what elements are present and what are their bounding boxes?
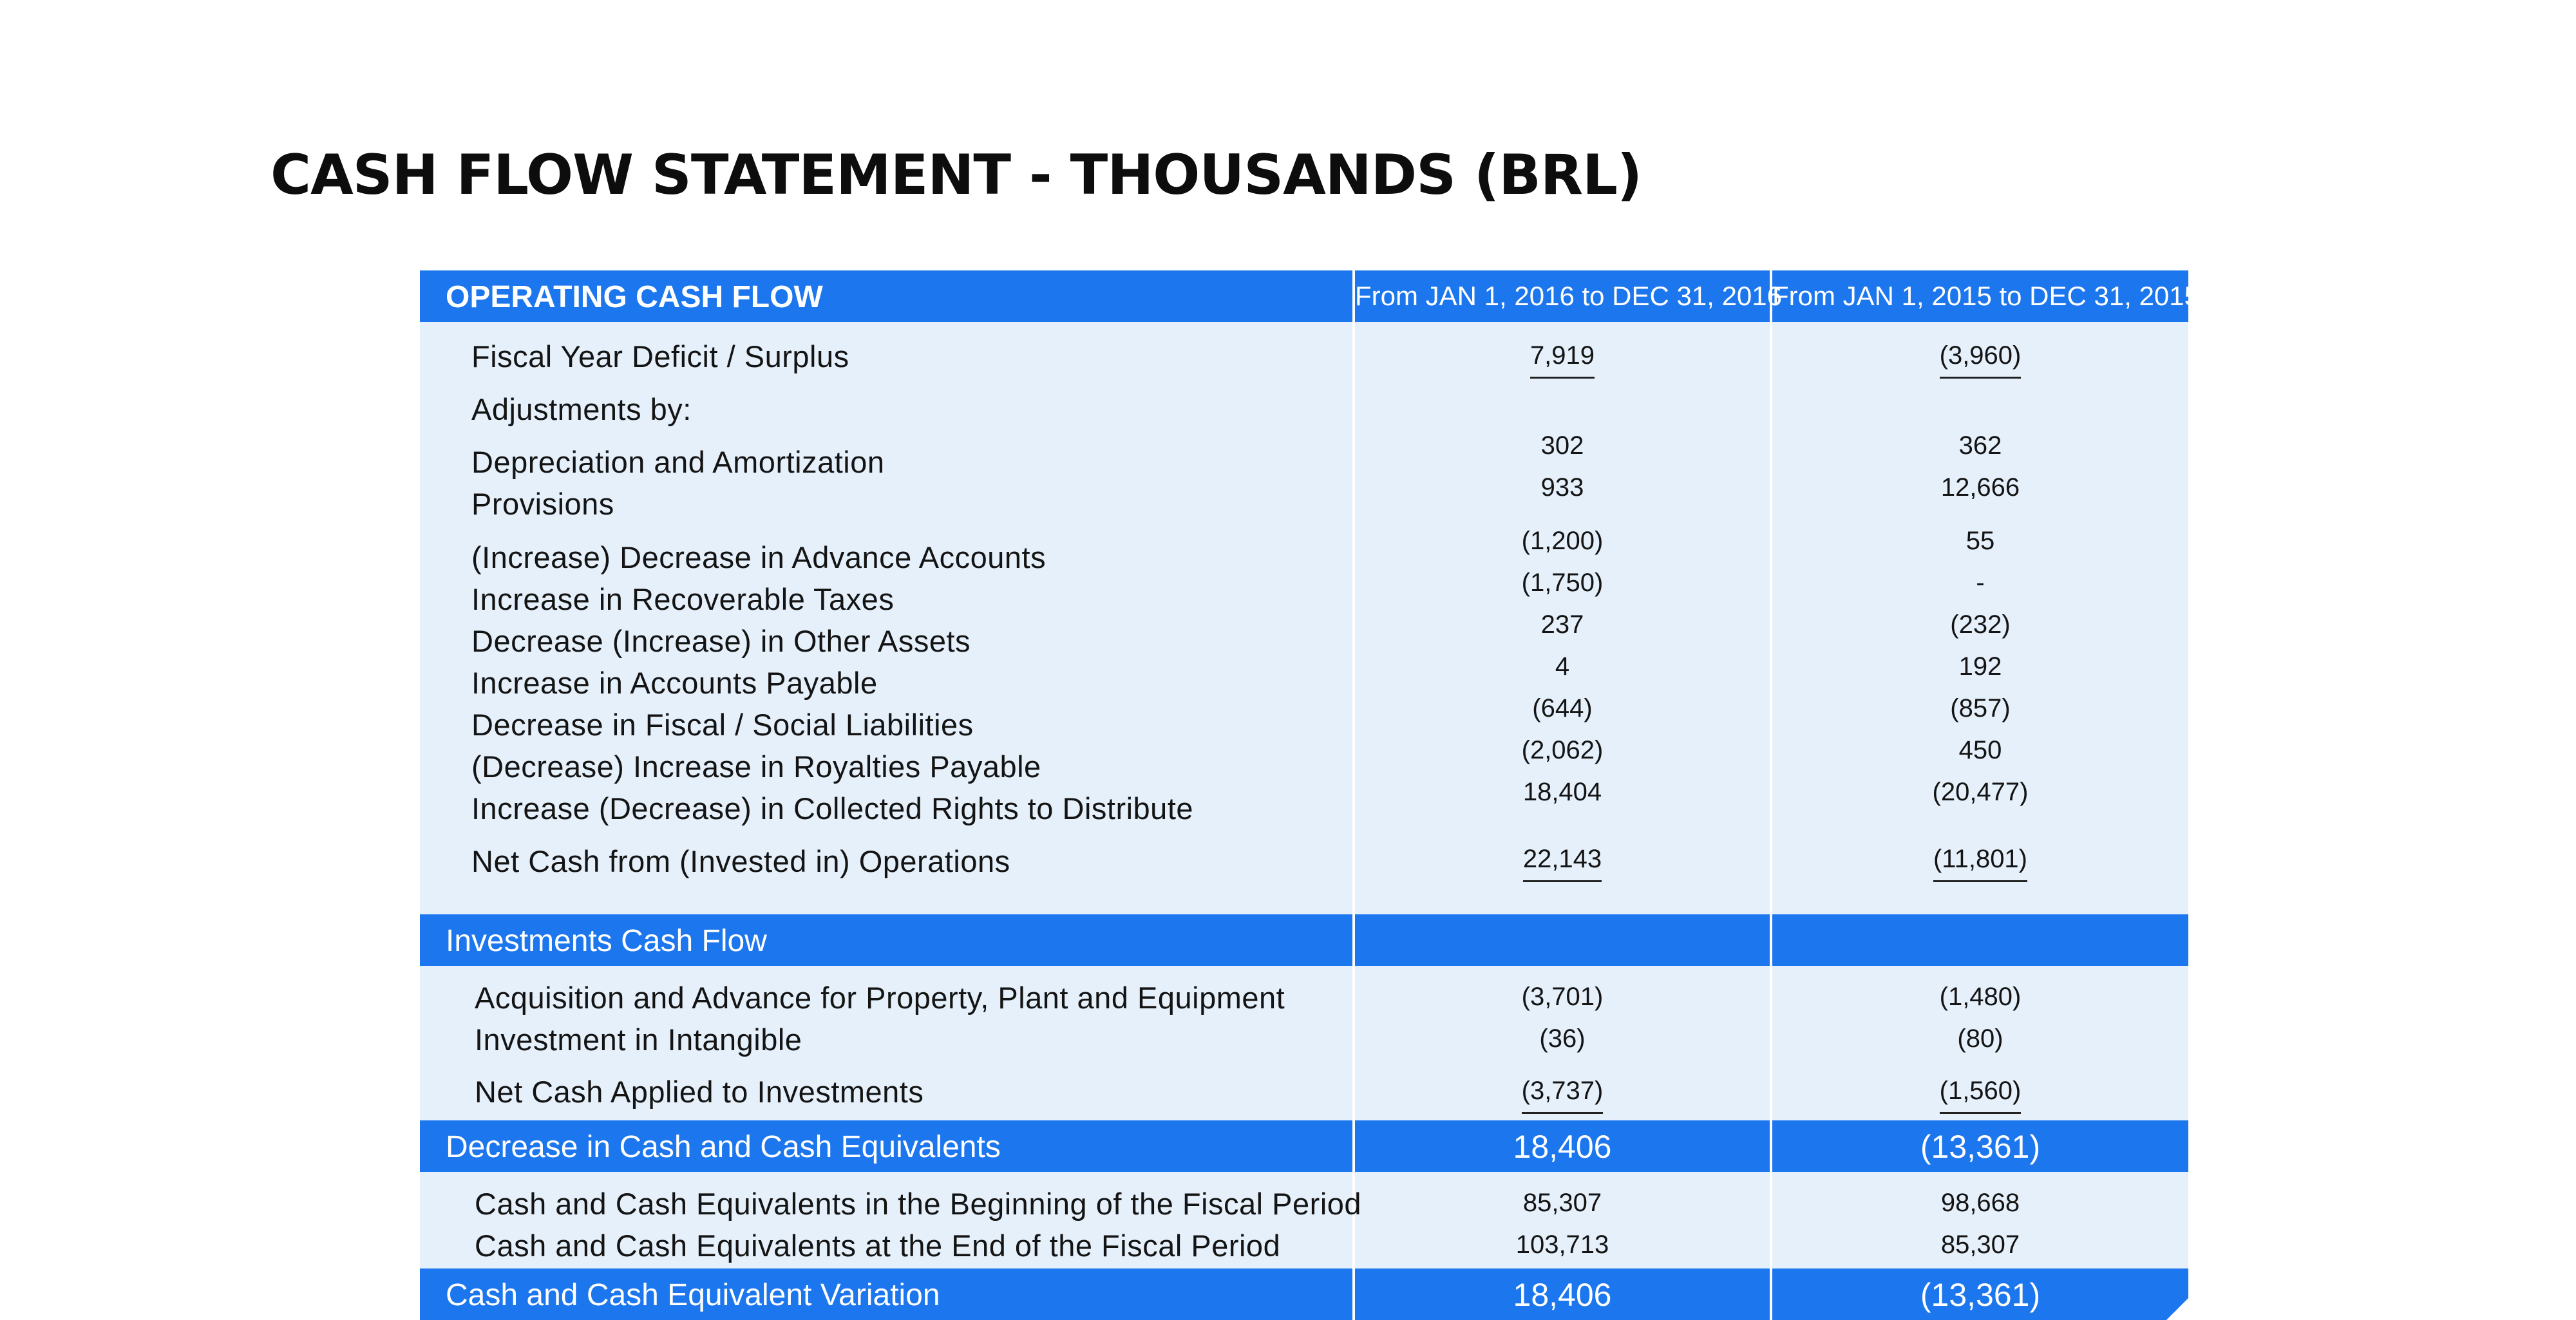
cash-positions-body: [420, 1172, 2188, 1268]
line-item-label: Acquisition and Advance for Property, Plant and Equipment: [475, 981, 1285, 1015]
line-item-label: Increase in Recoverable Taxes: [471, 582, 895, 616]
value-2016: (1,200): [1521, 527, 1604, 555]
value-2015: -: [1976, 569, 1985, 597]
variation-row: [420, 1268, 2188, 1320]
value-2016: 103,713: [1515, 1230, 1609, 1259]
line-item-label: Increase in Accounts Payable: [471, 666, 878, 700]
value-2016: 302: [1540, 431, 1584, 460]
line-item-label: (Increase) Decrease in Advance Accounts: [471, 540, 1046, 574]
value-2015: 362: [1958, 431, 2002, 460]
line-item-label: Increase (Decrease) in Collected Rights to Distribute: [471, 791, 1194, 825]
period-2016-header: From JAN 1, 2016 to DEC 31, 2016: [1355, 281, 1782, 311]
operating-header-label: OPERATING CASH FLOW: [446, 280, 823, 314]
corner-notch: [2166, 1298, 2188, 1320]
value-2015: 98,668: [1940, 1189, 2020, 1217]
value-2015: (1,480): [1939, 983, 2022, 1011]
period-2015-header: From JAN 1, 2015 to DEC 31, 2015: [1772, 281, 2199, 311]
line-item-label: Depreciation and Amortization: [471, 445, 885, 479]
value-2016: 22,143: [1355, 845, 1770, 882]
line-item-label: Investment in Intangible: [475, 1023, 802, 1057]
line-item-label: Cash and Cash Equivalents in the Beginning of the Fiscal Period: [475, 1187, 1362, 1221]
line-item-label: Net Cash from (Invested in) Operations: [471, 844, 1010, 878]
operating-body: [420, 322, 2188, 914]
value-2015: 55: [1965, 527, 1995, 555]
value-2016: 4: [1555, 652, 1570, 681]
line-item-label: Cash and Cash Equivalents at the End of the Fiscal Period: [475, 1229, 1281, 1263]
variation-value-2015: (13,361): [1920, 1277, 2041, 1313]
investments-body: [420, 966, 2188, 1120]
variation-label: Cash and Cash Equivalent Variation: [446, 1278, 940, 1312]
decrease-row: [420, 1120, 2188, 1172]
value-2015: 450: [1958, 736, 2002, 764]
value-2015: (232): [1950, 610, 2011, 639]
value-2015: 85,307: [1940, 1230, 2020, 1259]
value-2016: 237: [1540, 610, 1584, 639]
value-2016: (3,737): [1355, 1077, 1770, 1114]
value-2015: 12,666: [1940, 473, 2020, 502]
value-2015: 192: [1958, 652, 2002, 681]
cash-flow-table: [420, 270, 2199, 1314]
decrease-value-2015: (13,361): [1920, 1129, 2041, 1165]
investments-header-label: Investments Cash Flow: [446, 924, 767, 958]
value-2016: (36): [1539, 1024, 1586, 1053]
line-item-label: Decrease in Fiscal / Social Liabilities: [471, 708, 974, 742]
line-item-label: Decrease (Increase) in Other Assets: [471, 624, 971, 658]
value-2016: 933: [1540, 473, 1584, 502]
line-item-label: Net Cash Applied to Investments: [475, 1075, 924, 1109]
value-2015: (11,801): [1772, 845, 2188, 882]
line-item-label: Provisions: [471, 487, 614, 521]
operating-header-row: [420, 270, 2199, 322]
value-2016: 18,404: [1522, 778, 1602, 806]
line-item-label: Fiscal Year Deficit / Surplus: [471, 339, 849, 373]
value-2016: 85,307: [1522, 1189, 1602, 1217]
value-2015: (3,960): [1772, 341, 2188, 379]
value-2016: (2,062): [1521, 736, 1604, 764]
value-2016: (1,750): [1521, 569, 1604, 597]
value-2015: (857): [1950, 694, 2011, 722]
value-2016: 7,919: [1355, 341, 1770, 379]
value-2016: (644): [1532, 694, 1593, 722]
decrease-label: Decrease in Cash and Cash Equivalents: [446, 1130, 1001, 1164]
line-item-label: (Decrease) Increase in Royalties Payable: [471, 750, 1041, 784]
value-2015: (80): [1957, 1024, 2003, 1053]
value-2015: (1,560): [1772, 1077, 2188, 1114]
investments-header-row: [420, 914, 2188, 966]
value-2015: (20,477): [1932, 778, 2029, 806]
page-title: CASH FLOW STATEMENT - THOUSANDS (BRL): [270, 143, 1642, 207]
decrease-value-2016: 18,406: [1513, 1129, 1612, 1165]
line-item-label: Adjustments by:: [471, 392, 692, 426]
variation-value-2016: 18,406: [1513, 1277, 1612, 1313]
value-2016: (3,701): [1521, 983, 1604, 1011]
